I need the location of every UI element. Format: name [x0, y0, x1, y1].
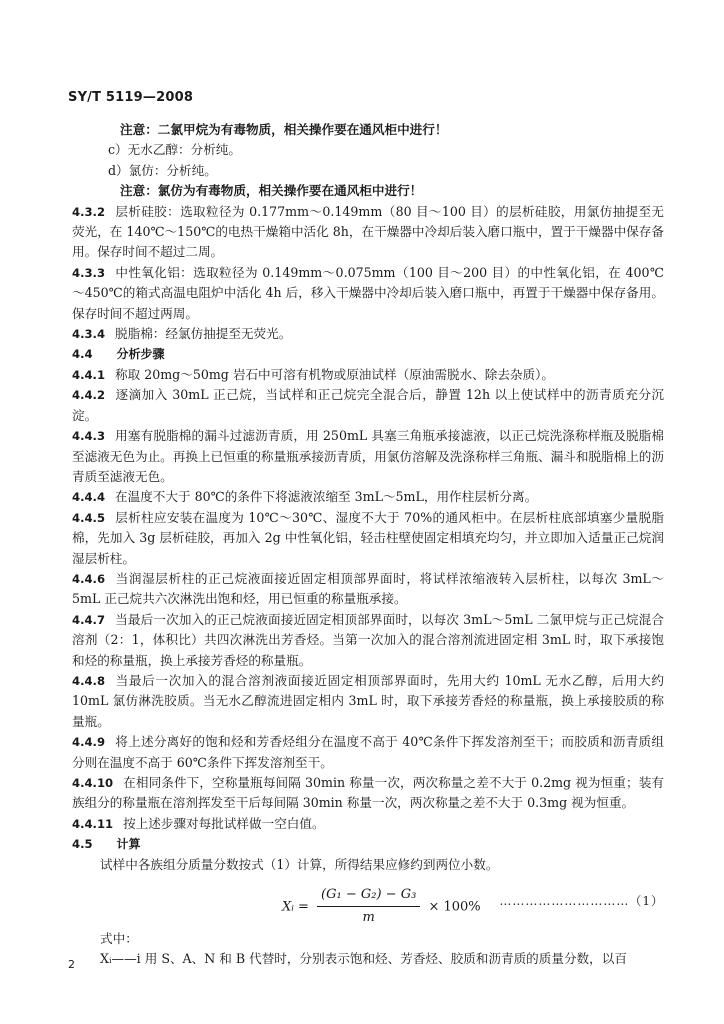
clause-number: 4.4.10 — [72, 776, 114, 790]
formula-denominator: m — [362, 910, 375, 926]
clause-text: 脱脂棉：经氯仿抽提至无荧光。 — [115, 326, 292, 342]
clause-4-4-9 — [72, 732, 664, 773]
where-label: 式中： — [100, 931, 138, 947]
clause-4-4-3 — [72, 426, 664, 487]
formula-expression — [282, 885, 481, 929]
clause-4-4-2 — [72, 385, 664, 426]
clause-text: 按上述步骤对每批试样做一空白值。 — [123, 815, 325, 831]
clause-number: 4.3.2 — [72, 204, 106, 219]
standard-number-header: SY/T 5119—2008 — [68, 90, 194, 105]
reagent-item-d: d）氯仿：分析纯。 — [108, 162, 217, 178]
clause-number: 4.4.6 — [72, 571, 106, 586]
clause-number: 4.4.9 — [72, 735, 106, 750]
section-number: 4.5 — [72, 837, 93, 852]
formula-numerator: (G₁ − G₂) − G₃ — [317, 885, 420, 907]
section-4-5-heading — [72, 834, 664, 854]
section-title: 计算 — [116, 837, 141, 852]
formula-fraction — [317, 885, 420, 929]
clause-text: 层析柱应安装在温度为 10℃～30℃、湿度不大于 70%的通风柜中。在层析柱底部填塞少量脱脂棉，先加入 3g 层析硅胶，再加入 2g 中性氧化铝，轻击柱壁使固定相填充均匀，并立即加入适量正己烷润湿层析柱。 — [72, 509, 664, 566]
clause-text: 在相同条件下，空称量瓶每间隔 30min 称量一次，两次称量之差不大于 0.2mg 视为恒重；装有族组分的称量瓶在溶剂挥发至干后每间隔 30min 称量一次，两次称量之差不大于 0.3mg 视为恒重。 — [72, 775, 664, 811]
clause-4-4-1 — [72, 365, 664, 385]
section-number: 4.4 — [72, 347, 93, 362]
clause-text: 称取 20mg～50mg 岩石中可溶有机物或原油试样（原油需脱水、除去杂质）。 — [115, 366, 554, 382]
section-title: 分析步骤 — [116, 347, 165, 362]
clause-number: 4.4.8 — [72, 673, 106, 688]
clause-text: 逐滴加入 30mL 正己烷，当试样和正己烷完全混合后，静置 12h 以上使试样中的沥青质充分沉淀。 — [72, 387, 664, 423]
clause-4-3-2 — [72, 202, 664, 263]
clause-4-4-10 — [72, 773, 664, 814]
clause-number: 4.4.3 — [72, 429, 106, 444]
clause-4-4-5 — [72, 508, 664, 569]
equation-number: …………………………（1） — [499, 894, 664, 909]
clause-number: 4.4.5 — [72, 510, 106, 525]
clause-text: 在温度不大于 80℃的条件下将滤液浓缩至 3mL～5mL，用作柱层析分离。 — [115, 489, 538, 505]
clause-text: 当润湿层析柱的正己烷液面接近固定相顶部界面时，将试样浓缩液转入层析柱，以每次 3mL～5mL 正己烷共六次淋洗出饱和烃，用已恒重的称量瓶承接。 — [72, 570, 664, 607]
clause-4-3-4 — [72, 324, 664, 344]
clause-text: 当最后一次加入的混合溶剂液面接近固定相顶部界面时，先用大约 10mL 无水乙醇，后用大约 10mL 氯仿淋洗胶质。当无水乙醇流进固定相内 3mL 时，取下承接芳香烃的称量瓶，换上承接胶质的称量瓶。 — [72, 672, 664, 729]
clause-4-4-11 — [72, 814, 664, 834]
clause-number: 4.4.7 — [72, 612, 106, 627]
clause-number: 4.4.1 — [72, 367, 106, 382]
clause-number: 4.4.2 — [72, 388, 106, 403]
clause-4-4-6 — [72, 569, 664, 610]
formula-lhs: Xᵢ = — [282, 899, 309, 915]
clause-text: 用塞有脱脂棉的漏斗过滤沥青质，用 250mL 具塞三角瓶承接滤液，以正己烷洗涤称样瓶及脱脂棉至滤液无色为止。再换上已恒重的称量瓶承接沥青质，用氯仿溶解及洗涤称样三角瓶、漏斗和脱脂棉上的沥青质至滤液无色。 — [72, 428, 664, 484]
safety-note-dichloromethane: 注意：二氯甲烷为有毒物质，相关操作要在通风柜中进行！ — [120, 122, 448, 137]
definition-xi: Xᵢ——i 用 S、A、N 和 B 代替时，分别表示饱和烃、芳香烃、胶质和沥青质的质量分数，以百 — [100, 951, 627, 967]
clause-4-4-4 — [72, 487, 664, 507]
page-number: 2 — [68, 958, 75, 971]
clause-4-4-7 — [72, 610, 664, 671]
clause-text: 当最后一次加入的正己烷液面接近固定相顶部界面时，以每次 3mL～5mL 二氯甲烷与正己烷混合溶剂（2：1，体积比）共四次淋洗出芳香烃。当第一次加入的混合溶剂流进固定相 3mL 时，取下承接饱和烃的称量瓶，换上承接芳香烃的称量瓶。 — [72, 611, 664, 668]
clause-4-3-3 — [72, 263, 664, 324]
formula-1 — [72, 879, 664, 926]
clause-text: 中性氧化铝：选取粒径为 0.149mm～0.075mm（100 目～200 目）的中性氧化铝，在 400℃～450℃的箱式高温电阻炉中活化 4h 后，移入干燥器中冷却后装入磨口瓶中，再置于干燥器中保存备用。保存时间不超过两周。 — [72, 264, 664, 321]
section-4-4-heading — [72, 344, 664, 364]
clause-number: 4.4.11 — [72, 816, 114, 831]
calculation-intro: 试样中各族组分质量分数按式（1）计算，所得结果应修约到两位小数。 — [100, 856, 499, 872]
document-body — [72, 120, 664, 970]
clause-number: 4.3.4 — [72, 327, 106, 342]
clause-number: 4.3.3 — [72, 265, 106, 280]
formula-multiplier: × 100% — [428, 899, 481, 915]
safety-note-chloroform: 注意：氯仿为有毒物质，相关操作要在通风柜中进行！ — [120, 183, 423, 199]
clause-text: 将上述分离好的饱和烃和芳香烃组分在温度不高于 40℃条件下挥发溶剂至干；而胶质和沥青质组分则在温度不高于 60℃条件下挥发溶剂至干。 — [72, 734, 664, 770]
clause-number: 4.4.4 — [72, 490, 106, 505]
clause-text: 层析硅胶：选取粒径为 0.177mm～0.149mm（80 目～100 目）的层析硅胶，用氯仿抽提至无荧光，在 140℃～150℃的电热干燥箱中活化 8h，在干燥器中冷却后装入磨口瓶中，置于干燥器中保存备用。保存时间不超过二周。 — [72, 203, 664, 260]
clause-4-4-8 — [72, 671, 664, 732]
reagent-item-c: c）无水乙醇：分析纯。 — [108, 142, 241, 158]
